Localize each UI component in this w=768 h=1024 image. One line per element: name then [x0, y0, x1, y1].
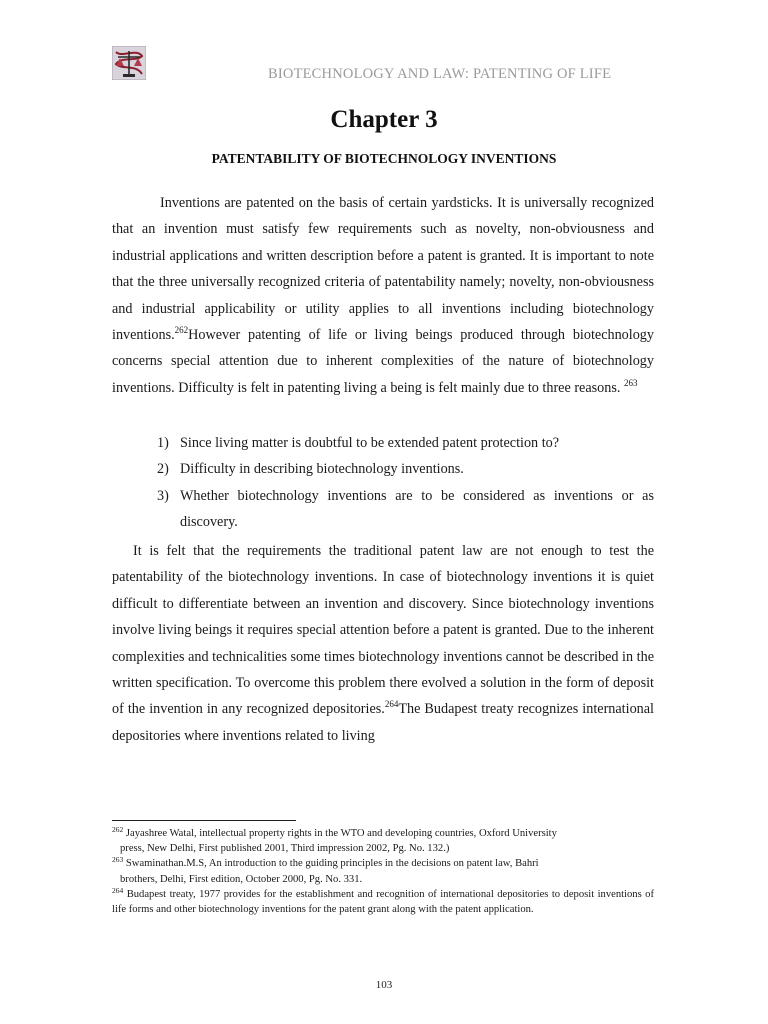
scales-of-justice-dna-icon: [112, 46, 146, 80]
list-text: Since living matter is doubtful to be extended patent protection to?: [180, 435, 560, 451]
list-number: 2): [157, 461, 169, 478]
footnote-number: 262: [112, 825, 124, 834]
running-header-title: BIOTECHNOLOGY AND LAW: PATENTING OF LIFE: [268, 66, 612, 82]
list-item-continuation: [112, 509, 654, 535]
list-item: [112, 483, 654, 509]
footnotes: [112, 826, 654, 917]
footnote-number: 264: [112, 885, 124, 895]
paragraph-text: However patenting of life or living beings produced through biotechnology concerns special attention due to inherent complexities of the nature of biotechnology inventions. Difficulty is felt in patenting living a being is felt mainly due to three reasons.: [112, 327, 654, 396]
footnote-text: Swaminathan.M.S, An introduction to the guiding principles in the decisions on patent law, Bahri: [123, 858, 539, 870]
footnote: [112, 826, 654, 856]
footnote-text: Budapest treaty, 1977 provides for the establishment and recognition of international depositories to deposit inventions of life forms and other biotechnology inventions for the patent grant along with the patent application.: [112, 888, 654, 916]
list-number: 3): [157, 487, 169, 504]
section-title: PATENTABILITY OF BIOTECHNOLOGY INVENTIONS: [211, 151, 557, 166]
footnote-number: 263: [112, 855, 124, 865]
footnote-ref[interactable]: 262: [174, 325, 189, 336]
footnote-text: Jayashree Watal, intellectual property rights in the WTO and developing countries, Oxford University: [123, 828, 557, 839]
paragraph-text: Inventions are patented on the basis of certain yardsticks. It is universally recognized that an invention must satisfy few requirements such as novelty, non-obviousness and industrial applications and written description before a patent is granted. It is important to note that the three universally recognized criteria of patentability namely; novelty, non-obviousness and industrial applicability or utility applies to all inventions including biotechnology inventions.: [112, 195, 654, 344]
paragraph-text: The Budapest treaty recognizes international depositories where inventions related to living: [112, 701, 654, 744]
list-item: [112, 430, 654, 456]
list-text: discovery.: [180, 514, 238, 531]
paragraph-text: It is felt that the requirements the traditional patent law are not enough to test the patentability of the biotechnology inventions. In case of biotechnology inventions it is quiet difficult to differentiate between an invention and discovery. Since biotechnology inventions involve living beings it requires special attention before a patent is granted. Due to the inherent complexities and technicalities some times biotechnology inventions cannot be described in the written specification. To overcome this problem there evolved a solution in the form of deposit of the invention in any recognized depositories.: [112, 543, 654, 718]
list-item: [112, 456, 654, 482]
list-text: Whether biotechnology inventions are to be considered as inventions or as: [180, 487, 654, 504]
chapter-heading: Chapter 3: [330, 106, 438, 133]
page-number: 103: [375, 979, 393, 991]
body-paragraph: [112, 538, 654, 749]
body-paragraph: [112, 190, 654, 401]
reasons-list: [112, 430, 654, 536]
footnote: [112, 887, 654, 917]
footnote-divider: [112, 820, 296, 821]
footnote-ref[interactable]: 263: [623, 377, 638, 388]
footnote: [112, 856, 654, 886]
list-text: Difficulty in describing biotechnology inventions.: [180, 461, 464, 478]
footnote-text: press, New Delhi, First published 2001, Third impression 2002, Pg. No. 132.): [120, 843, 450, 855]
list-number: 1): [157, 435, 169, 451]
footnote-text: brothers, Delhi, First edition, October 2000, Pg. No. 331.: [120, 873, 363, 885]
footnote-ref[interactable]: 264: [384, 699, 399, 710]
